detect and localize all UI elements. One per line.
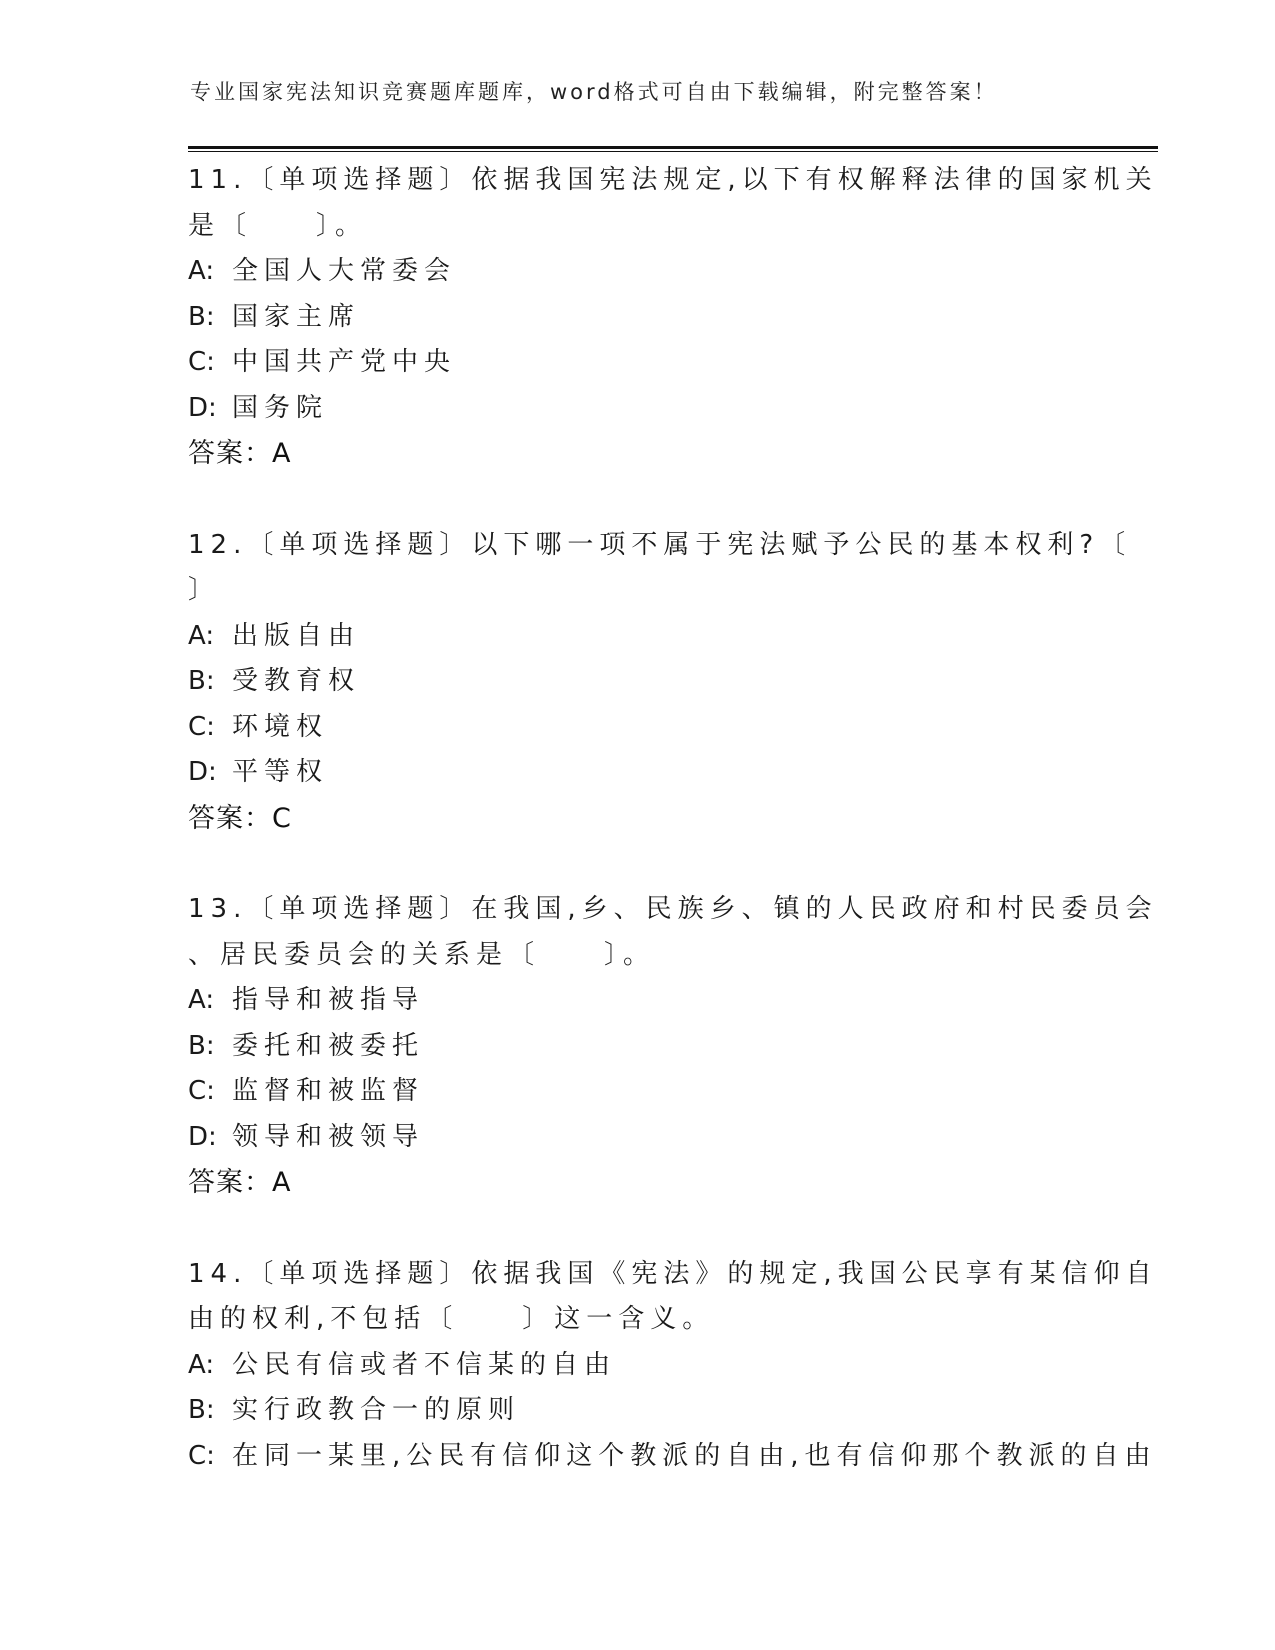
- option-letter: D:: [188, 1121, 217, 1152]
- question-stem-line: 11.〔单项选择题〕依据我国宪法规定,以下有权解释法律的国家机关: [188, 165, 1158, 195]
- option-a: [188, 614, 1088, 660]
- option-c: [188, 1434, 1157, 1480]
- option-text: 受教育权: [232, 666, 361, 696]
- option-letter: B:: [188, 301, 215, 332]
- option-d: [188, 750, 1088, 796]
- option-letter: C:: [188, 347, 215, 377]
- option-b: [188, 1388, 1088, 1434]
- option-a: [188, 1343, 1088, 1389]
- option-text: 出版自由: [232, 620, 361, 651]
- option-letter: C:: [188, 1076, 215, 1106]
- option-a: [188, 978, 1088, 1024]
- option-b: [188, 1024, 1088, 1070]
- question-11: [188, 158, 1158, 477]
- question-stem-line: 13.〔单项选择题〕在我国,乡、民族乡、镇的人民政府和村民委员会: [188, 894, 1158, 924]
- option-text: 平等权: [232, 757, 329, 787]
- option-letter: C:: [188, 1440, 215, 1471]
- header-divider-thin: [188, 151, 1158, 152]
- option-letter: A:: [188, 256, 215, 286]
- option-d: [188, 386, 1088, 432]
- option-text: 环境权: [232, 711, 329, 742]
- answer-line: 答案：C: [188, 802, 292, 834]
- option-letter: B:: [188, 666, 215, 696]
- option-text: 实行政教合一的原则: [232, 1395, 521, 1425]
- option-letter: A:: [188, 1349, 215, 1380]
- option-b: [188, 295, 1088, 341]
- header-divider-thick: [188, 146, 1158, 149]
- option-text: 中国共产党中央: [232, 347, 457, 377]
- option-letter: D:: [188, 392, 217, 423]
- option-d: [188, 1115, 1088, 1161]
- option-letter: C:: [188, 711, 215, 742]
- option-text: 监督和被监督: [232, 1076, 425, 1106]
- option-c: [188, 705, 1088, 751]
- option-c: [188, 340, 1088, 386]
- option-c: [188, 1069, 1088, 1115]
- option-text: 委托和被委托: [232, 1030, 425, 1061]
- answer-line: 答案：A: [188, 438, 292, 469]
- option-text: 指导和被指导: [232, 985, 425, 1015]
- question-stem-line: 由的权利,不包括〔 〕这一含义。: [188, 1304, 715, 1334]
- option-b: [188, 659, 1088, 705]
- question-stem-line: 、居民委员会的关系是〔 〕。: [188, 939, 656, 970]
- option-letter: D:: [188, 757, 217, 787]
- option-text: 公民有信或者不信某的自由: [232, 1349, 617, 1380]
- question-12: [188, 523, 1132, 842]
- option-text: 国家主席: [232, 301, 361, 332]
- question-stem-line: 14.〔单项选择题〕依据我国《宪法》的规定,我国公民享有某信仰自: [188, 1258, 1158, 1289]
- option-a: [188, 249, 1088, 295]
- option-text: 领导和被领导: [232, 1121, 425, 1152]
- option-text: 国务院: [232, 392, 329, 423]
- answer-line: 答案：A: [188, 1167, 292, 1198]
- option-letter: A:: [188, 985, 215, 1015]
- question-14: [188, 1252, 1158, 1480]
- page-header: 专业国家宪法知识竞赛题库题库，word格式可自由下载编辑，附完整答案！: [190, 80, 998, 104]
- question-stem-line: 是〔 〕。: [188, 210, 368, 241]
- question-13: [188, 887, 1158, 1206]
- option-letter: A:: [188, 620, 215, 651]
- question-list: [188, 158, 1158, 1525]
- option-text: 全国人大常委会: [232, 256, 457, 286]
- option-text: 在同一某里,公民有信仰这个教派的自由,也有信仰那个教派的自由: [232, 1440, 1157, 1471]
- question-stem-line: 12.〔单项选择题〕以下哪一项不属于宪法赋予公民的基本权利?〔: [188, 529, 1132, 560]
- question-stem-line: 〕: [188, 575, 221, 605]
- option-letter: B:: [188, 1395, 215, 1425]
- option-letter: B:: [188, 1030, 215, 1061]
